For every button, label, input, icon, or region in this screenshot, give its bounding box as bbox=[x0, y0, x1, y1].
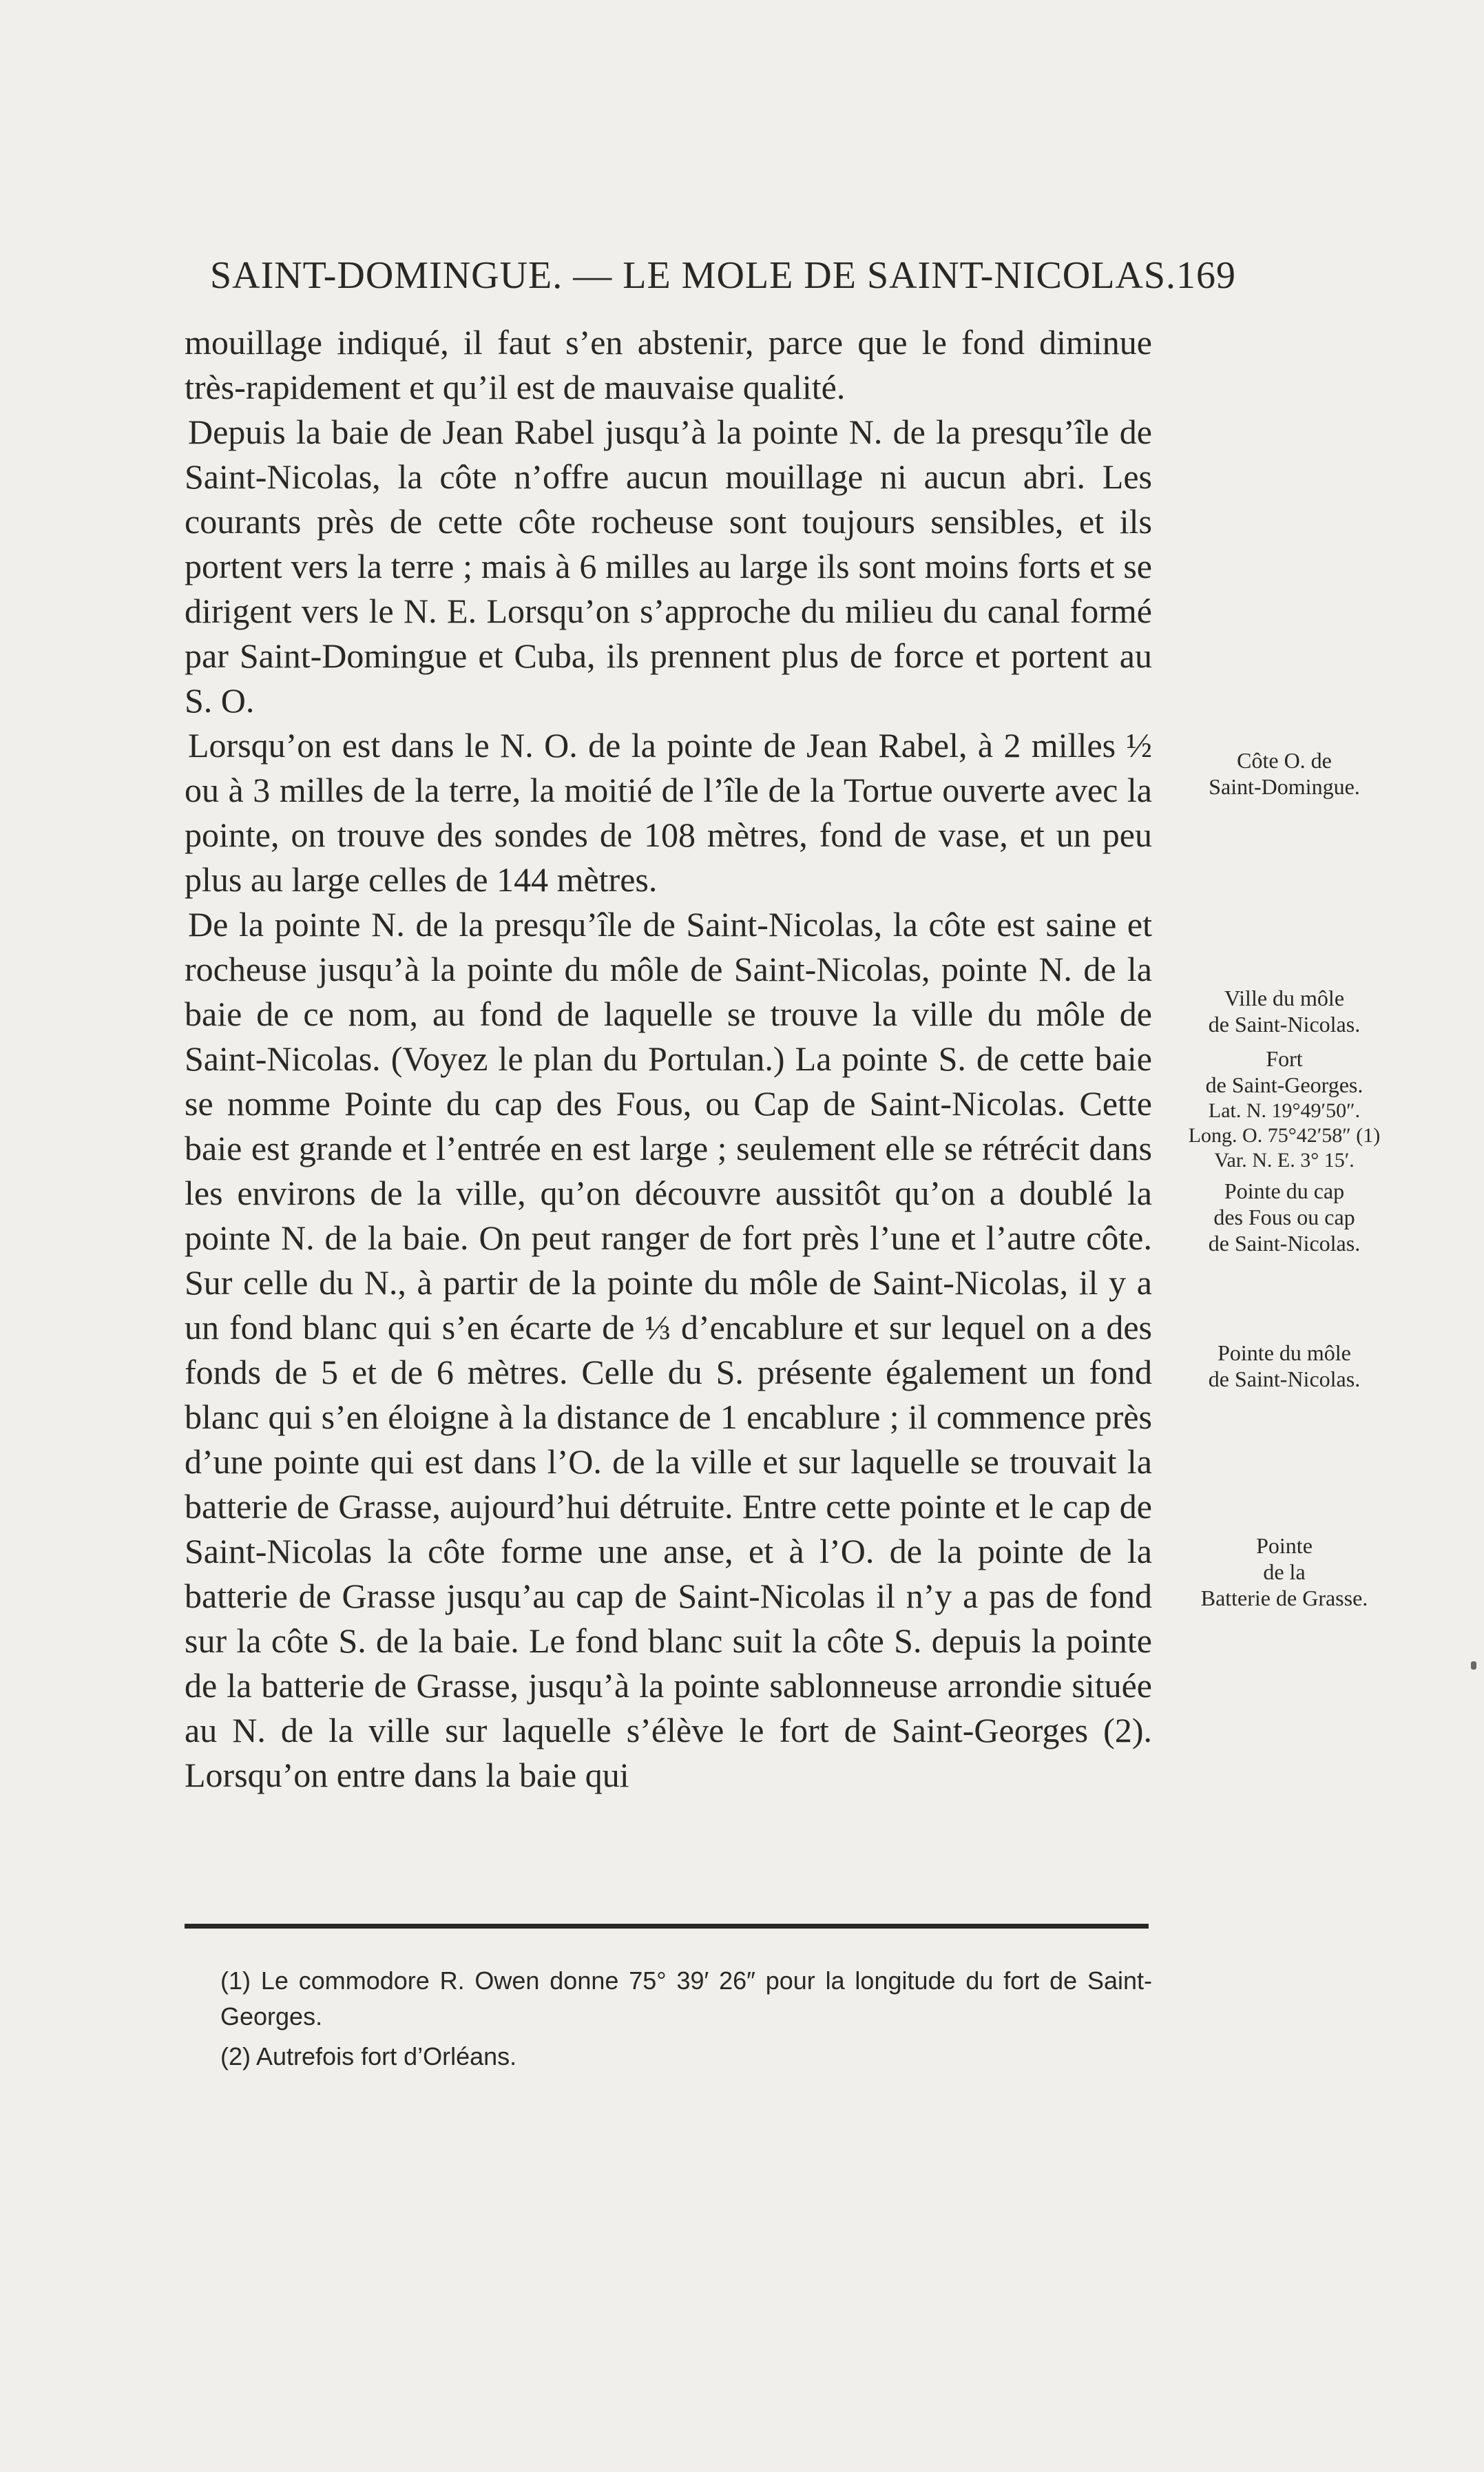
margin-note-line: Lat. N. 19°49′50″. bbox=[1208, 1099, 1361, 1122]
margin-note-line: Fort bbox=[1266, 1046, 1303, 1071]
margin-note-line: Long. O. 75°42′58″ (1) bbox=[1188, 1124, 1381, 1147]
running-head bbox=[210, 253, 1237, 298]
footnotes bbox=[185, 1963, 1152, 2079]
margin-note-line: de Saint-Nicolas. bbox=[1208, 1367, 1361, 1391]
page-number: 169 bbox=[1176, 254, 1237, 297]
margin-note-line: Pointe du môle bbox=[1217, 1340, 1351, 1365]
page-speck bbox=[1471, 1661, 1476, 1670]
footnote-2: (2) Autrefois fort d’Orléans. bbox=[220, 2042, 517, 2070]
margin-note-line: de Saint-Nicolas. bbox=[1208, 1231, 1361, 1256]
margin-note-batterie bbox=[1171, 1533, 1398, 1611]
margin-note-cote-o bbox=[1171, 747, 1398, 800]
margin-note-line: Var. N. E. 3° 15′. bbox=[1214, 1149, 1355, 1172]
margin-note-line: des Fous ou cap bbox=[1213, 1205, 1355, 1229]
paragraph-2 bbox=[185, 410, 1152, 723]
paragraph-4-text: De la pointe N. de la presqu’île de Saint-Nicolas, la côte est saine et rocheuse jusqu’à la pointe du môle de Saint-Nicolas, pointe N. de la baie de ce nom, au fond de laquelle se trouve la ville du môle de Saint-Nicolas. (Voyez le plan du Portulan.) La pointe S. de cette baie se nomme Pointe du cap des Fous, ou Cap de Saint-Nicolas. Cette baie est grande et l’entrée en est large ; seulement elle se rétrécit dans les environs de la ville, qu’on découvre aussitôt qu’on a doublé la pointe N. de la baie. On peut ranger de fort près l’une et l’autre côte. Sur celle du N., à partir de la pointe du môle de Saint-Nicolas, il y a un fond blanc qui s’en écarte de ⅓ d’encablure et sur lequel on a des fonds de 5 et de 6 mètres. Celle du S. présente également un fond blanc qui s’en éloigne à la distance de 1 encablure ; il commence près d’une pointe qui est dans l’O. de la ville et sur laquelle se trouvait la batterie de Grasse, aujourd’hui détruite. Entre cette pointe et le cap de Saint-Nicolas la côte forme une anse, et à l’O. de la pointe de la batterie de Grasse jusqu’au cap de Saint-Nicolas il n’y a pas de fond sur la côte S. de la baie. Le fond blanc suit la côte S. depuis la pointe de la batterie de Grasse, jusqu’à la pointe sablonneuse arrondie située au N. de la ville sur laquelle s’élève le fort de Saint-Georges (2). Lorsqu’on entre dans la baie qui bbox=[185, 905, 1152, 1794]
margin-note-line: Côte O. de bbox=[1237, 748, 1332, 773]
margin-note-line: Pointe bbox=[1256, 1533, 1313, 1558]
margin-note-line: Pointe du cap bbox=[1224, 1178, 1345, 1203]
margin-note-line: Saint-Domingue. bbox=[1209, 774, 1360, 799]
footnote-rule bbox=[185, 1924, 1149, 1929]
margin-note-line: de Saint-Nicolas. bbox=[1208, 1012, 1361, 1037]
paragraph-2-text: Depuis la baie de Jean Rabel jusqu’à la pointe N. de la presqu’île de Saint-Nicolas, la côte n’offre aucun mouillage ni aucun abri. Les courants près de cette côte rocheuse sont toujours sensibles, et ils portent vers la terre ; mais à 6 milles au large ils sont moins forts et se dirigent vers le N. E. Lorsqu’on s’approche du milieu du canal formé par Saint-Domingue et Cuba, ils prennent plus de force et portent au S. O. bbox=[185, 413, 1152, 720]
margin-note-line: de Saint-Georges. bbox=[1205, 1072, 1363, 1097]
margin-note-pointe-mole bbox=[1171, 1340, 1398, 1392]
running-head-title: SAINT-DOMINGUE. — LE MOLE DE SAINT-NICOLAS. bbox=[210, 254, 1177, 297]
paragraph-3-text: Lorsqu’on est dans le N. O. de la pointe de Jean Rabel, à 2 milles ½ ou à 3 milles de la terre, la moitié de l’île de la Tortue ouverte avec la pointe, on trouve des sondes de 108 mètres, fond de vase, et un peu plus au large celles de 144 mètres. bbox=[185, 726, 1152, 899]
paragraph-1: mouillage indiqué, il faut s’en abstenir, parce que le fond diminue très-rapidement et qu’il est de mauvaise qualité. bbox=[185, 323, 1152, 406]
margin-note-cap-des-fous bbox=[1171, 1178, 1398, 1256]
main-text bbox=[185, 320, 1152, 1798]
margin-note-coordinates bbox=[1171, 1099, 1398, 1173]
footnote-1: (1) Le commodore R. Owen donne 75° 39′ 26″ pour la longitude du fort de Saint-Georges. bbox=[220, 1966, 1152, 2030]
margin-note-line: de la bbox=[1263, 1559, 1306, 1584]
margin-note-line: Ville du môle bbox=[1224, 986, 1345, 1010]
paragraph-4 bbox=[185, 902, 1152, 1798]
margin-note-line: Batterie de Grasse. bbox=[1200, 1586, 1368, 1610]
margin-note-fort bbox=[1171, 1046, 1398, 1098]
paragraph-3 bbox=[185, 723, 1152, 902]
margin-note-ville bbox=[1171, 985, 1398, 1037]
